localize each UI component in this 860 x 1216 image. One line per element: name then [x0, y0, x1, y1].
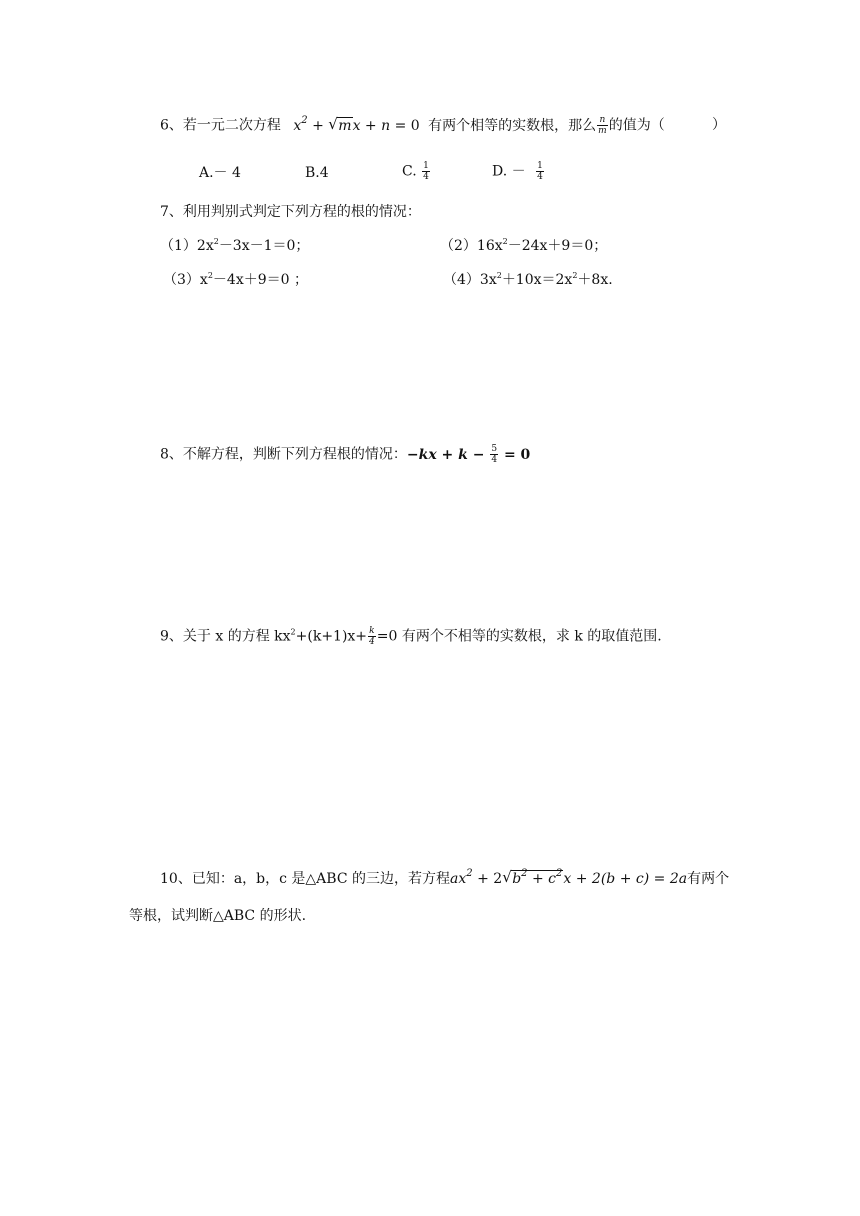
q7-item-1: $(1)2x^2-3x-1=0$； — [160, 237, 310, 254]
question-10-line-1: 10、已知：a，b，c 是△ABC 的三边，若方程$ax^2 + 2$ √ $b^2 + c^2x + 2(b + c) = 2a$有两个 — [160, 868, 730, 887]
q6-prefix: 6、若一元二次方程 — [160, 117, 281, 134]
q6-suffix: 的值为（ — [608, 117, 665, 134]
q7-item-3: $(3)x^2-4x+9=0$ ； — [163, 271, 308, 288]
question-10-line-2: 等根，试判断△ABC 的形状. — [129, 908, 307, 924]
q6-choice-a: A.－ 4 — [199, 165, 241, 181]
question-9: 9、关于 x 的方程 $kx^2+(k+1)x+$ $\frac{k}{4}$ =0 有两个不相等的实数根，求 k 的取值范围. — [160, 626, 662, 647]
q7-item-4: $(4)3x^2+10x=2x^2+8x$. — [443, 271, 613, 288]
question-8 — [160, 444, 530, 465]
q6-paren-close: ） — [712, 117, 726, 133]
question-6 — [160, 115, 665, 136]
q6-choice-b: B.4 — [305, 165, 329, 181]
q6-equation: $x^2$ + √ mx + n = 0 — [293, 114, 420, 134]
q7-item-2: $(2)16x^2-24x+9=0$； — [440, 237, 608, 254]
question-7-title: 7、利用判别式判定下列方程的根的情况： — [160, 204, 421, 220]
q6-choice-d: D. － $\frac{1}{4}$ — [492, 161, 543, 182]
q8-prefix: 8、不解方程，判断下列方程根的情况： — [160, 446, 407, 463]
q10-equation: $ax^2 + 2$ √ $b^2 + c^2x + 2(b + c) = 2a$ — [450, 868, 688, 887]
q8-equation: −kx + k − $\frac{5}{4}$ = 0 — [406, 444, 531, 465]
q6-fraction: $\frac{n}{m}$ — [598, 115, 607, 136]
q6-mid: 有两个相等的实数根，那么 — [428, 117, 597, 134]
q6-choice-c: C. $\frac{1}{4}$ — [402, 161, 429, 182]
